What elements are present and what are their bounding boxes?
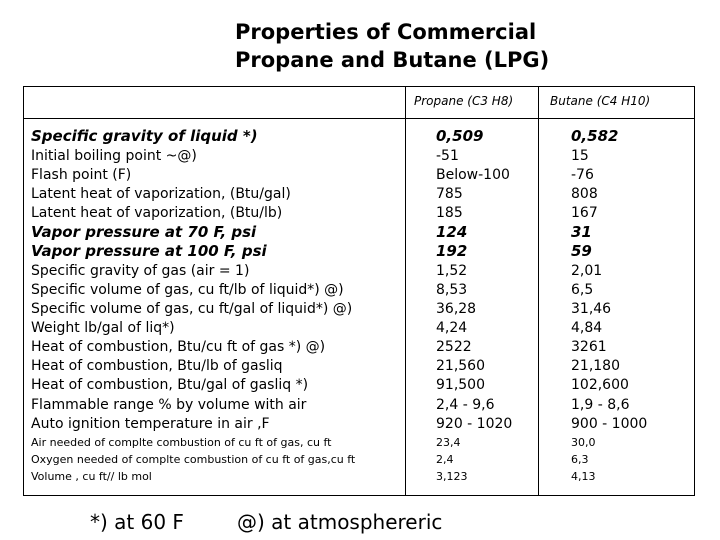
row-label: Latent heat of vaporization, (Btu/lb)	[31, 205, 283, 221]
row-label: Auto ignition temperature in air ,F	[31, 416, 270, 432]
row-label: Flash point (F)	[31, 167, 132, 183]
row-label: Heat of combustion, Btu/gal of gasliq *)	[31, 377, 309, 393]
table-row	[0, 376, 720, 395]
row-label: Vapor pressure at 100 F, psi	[31, 242, 267, 260]
butane-value: 6,3	[571, 453, 589, 466]
propane-value: 2,4	[436, 453, 454, 466]
table-row	[0, 319, 720, 338]
table-row	[0, 468, 720, 485]
header-butane: Butane (C4 H10)	[550, 94, 651, 108]
row-label: Initial boiling point ~@)	[31, 148, 197, 164]
title-line-2: Propane and Butane (LPG)	[235, 48, 550, 72]
butane-value: 167	[571, 205, 598, 221]
butane-value: 31	[571, 223, 592, 241]
row-label: Heat of combustion, Btu/cu ft of gas *) @)	[31, 339, 326, 355]
butane-value: 15	[571, 148, 589, 164]
row-label: Oxygen needed of complte combustion of cu ft of gas,cu ft	[31, 453, 356, 466]
table-row	[0, 415, 720, 434]
header-propane: Propane (C3 H8)	[414, 94, 514, 108]
propane-value: 36,28	[436, 301, 477, 317]
propane-value: 23,4	[436, 436, 461, 449]
table-row	[0, 281, 720, 300]
butane-value: -76	[571, 167, 594, 183]
row-label: Latent heat of vaporization, (Btu/gal)	[31, 186, 291, 202]
table-row	[0, 223, 720, 242]
footnote-pressure: @) at atmosphereric	[237, 510, 443, 534]
table-row	[0, 338, 720, 357]
table-row	[0, 204, 720, 223]
row-label: Flammable range % by volume with air	[31, 397, 307, 413]
table-row	[0, 262, 720, 281]
butane-value: 1,9 - 8,6	[571, 397, 630, 413]
propane-value: 2522	[436, 339, 472, 355]
footnote-temperature: *) at 60 F	[90, 510, 184, 534]
butane-value: 3261	[571, 339, 607, 355]
table-row	[0, 147, 720, 166]
butane-value: 21,180	[571, 358, 620, 374]
propane-value: 785	[436, 186, 463, 202]
butane-value: 31,46	[571, 301, 612, 317]
table-row	[0, 185, 720, 204]
table-row	[0, 127, 720, 146]
page-title	[235, 18, 549, 74]
header-divider	[23, 118, 695, 119]
row-label: Air needed of complte combustion of cu ft of gas, cu ft	[31, 436, 332, 449]
propane-value: 8,53	[436, 282, 468, 298]
butane-value: 4,84	[571, 320, 603, 336]
row-label: Volume , cu ft// lb mol	[31, 470, 152, 483]
row-label: Weight lb/gal of liq*)	[31, 320, 175, 336]
butane-value: 900 - 1000	[571, 416, 648, 432]
propane-value: 124	[436, 223, 468, 241]
row-label: Specific volume of gas, cu ft/lb of liquid*) @)	[31, 282, 344, 298]
propane-value: 4,24	[436, 320, 468, 336]
title-line-1: Properties of Commercial	[235, 20, 537, 44]
butane-value: 102,600	[571, 377, 629, 393]
butane-value: 4,13	[571, 470, 596, 483]
butane-value: 2,01	[571, 263, 603, 279]
propane-value: Below-100	[436, 167, 510, 183]
butane-value: 0,582	[571, 127, 619, 145]
propane-value: 185	[436, 205, 463, 221]
table-row	[0, 396, 720, 415]
propane-value: 0,509	[436, 127, 484, 145]
table-row	[0, 300, 720, 319]
propane-value: -51	[436, 148, 459, 164]
table-row	[0, 242, 720, 261]
butane-value: 6,5	[571, 282, 594, 298]
propane-value: 1,52	[436, 263, 468, 279]
propane-value: 192	[436, 242, 468, 260]
butane-value: 808	[571, 186, 598, 202]
row-label: Heat of combustion, Btu/lb of gasliq	[31, 358, 283, 374]
row-label: Vapor pressure at 70 F, psi	[31, 223, 257, 241]
propane-value: 91,500	[436, 377, 485, 393]
table-row	[0, 434, 720, 451]
butane-value: 59	[571, 242, 592, 260]
propane-value: 2,4 - 9,6	[436, 397, 495, 413]
propane-value: 920 - 1020	[436, 416, 513, 432]
propane-value: 3,123	[436, 470, 468, 483]
row-label: Specific gravity of gas (air = 1)	[31, 263, 250, 279]
propane-value: 21,560	[436, 358, 485, 374]
table-row	[0, 166, 720, 185]
row-label: Specific volume of gas, cu ft/gal of liquid*) @)	[31, 301, 353, 317]
table-row	[0, 451, 720, 468]
table-row	[0, 357, 720, 376]
butane-value: 30,0	[571, 436, 596, 449]
row-label: Specific gravity of liquid *)	[31, 127, 258, 145]
